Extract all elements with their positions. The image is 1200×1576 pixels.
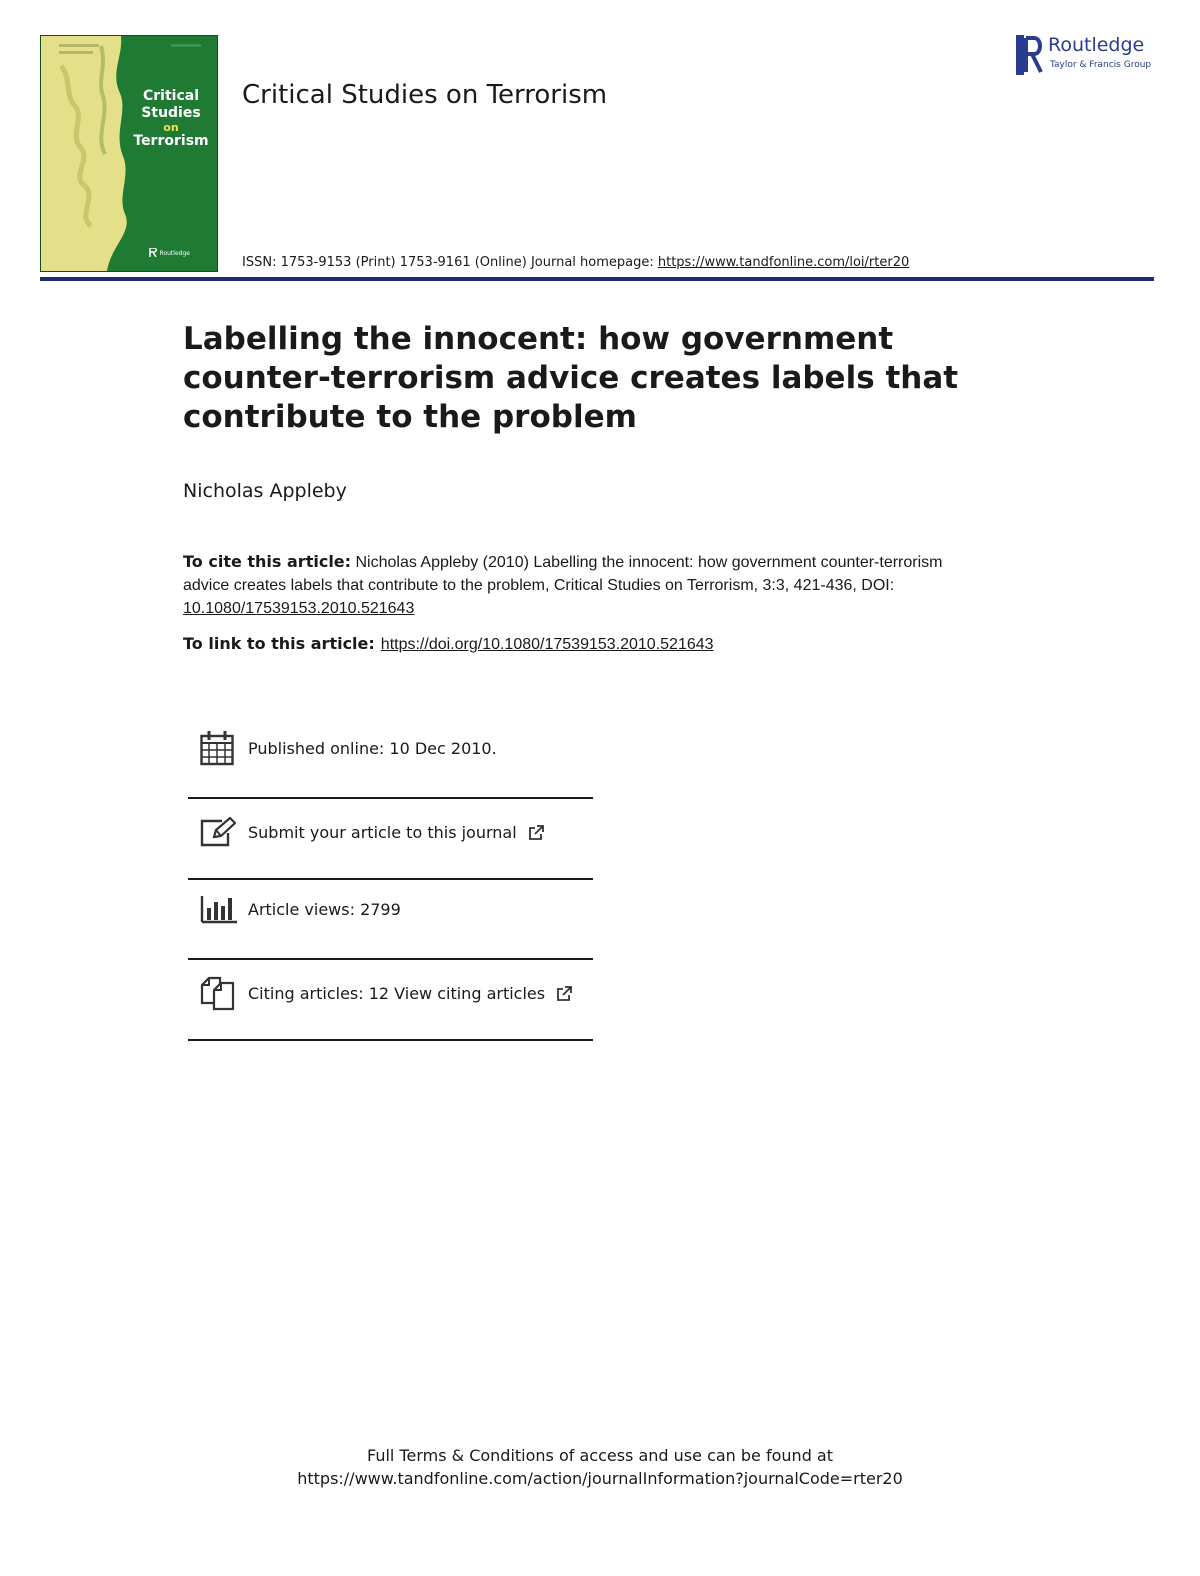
footer-terms	[0, 1444, 1200, 1490]
submit-article-text: Submit your article to this journal	[248, 822, 517, 842]
routledge-logo-icon	[1014, 34, 1044, 76]
calendar-icon	[200, 730, 234, 766]
edit-icon-wrap	[188, 812, 240, 852]
citation-label: To cite this article:	[183, 552, 352, 571]
publisher-group: Taylor & Francis Group	[1050, 60, 1152, 70]
journal-homepage-link[interactable]: https://www.tandfonline.com/loi/rter20	[657, 255, 910, 270]
publisher-name: Routledge	[1048, 34, 1145, 56]
citing-articles-link[interactable]	[248, 984, 572, 1003]
link-label: To link to this article:	[183, 634, 375, 653]
info-divider	[188, 878, 593, 880]
doi-link[interactable]: 10.1080/17539153.2010.521643	[183, 600, 415, 617]
published-online-row	[188, 728, 593, 768]
citing-articles-text: Citing articles: 12 View citing articles	[248, 983, 546, 1003]
cover-publisher-text: Routledge	[159, 250, 190, 257]
calendar-icon-wrap	[188, 728, 240, 768]
header-divider	[40, 277, 1154, 281]
documents-icon	[200, 975, 236, 1011]
cover-publisher-mark	[149, 248, 190, 257]
footer-terms-url[interactable]: https://www.tandfonline.com/action/journalInformation?journalCode=rter20	[297, 1469, 903, 1488]
publisher-logo[interactable]	[1014, 34, 1159, 76]
citation-text: Nicholas Appleby (2010) Labelling the innocent: how government counter-terrorism advice creates labels that contribute to the problem, Critical Studies on Terrorism, 3:3, 421-436, DOI:	[183, 554, 943, 594]
info-divider	[188, 797, 593, 799]
issn-line	[242, 255, 909, 270]
submit-article-link[interactable]	[248, 823, 544, 842]
issn-text: ISSN: 1753-9153 (Print) 1753-9161 (Online) Journal homepage:	[242, 255, 658, 270]
info-divider	[188, 1039, 593, 1041]
info-divider	[188, 958, 593, 960]
article-url-link[interactable]: https://doi.org/10.1080/17539153.2010.521643	[380, 636, 714, 653]
article-views-row	[188, 889, 593, 929]
article-author: Nicholas Appleby	[183, 480, 347, 502]
citing-articles-row[interactable]	[188, 973, 593, 1013]
article-title: Labelling the innocent: how government counter-terrorism advice creates labels that contribute to the problem	[183, 321, 959, 435]
cover-title-line: Studies	[141, 105, 201, 121]
article-views-text: Article views: 2799	[248, 899, 401, 919]
cover-art-icon	[41, 36, 217, 271]
footer-terms-text: Full Terms & Conditions of access and use can be found at	[366, 1446, 834, 1465]
cover-title	[127, 88, 215, 150]
journal-cover-image	[40, 35, 218, 272]
routledge-r-icon	[149, 248, 157, 257]
edit-icon	[200, 817, 236, 847]
article-link-line	[183, 634, 714, 654]
cover-title-line: Critical	[142, 88, 199, 104]
cover-title-line: Terrorism	[133, 133, 209, 149]
cover-title-line: on	[163, 121, 179, 134]
external-link-icon	[528, 825, 544, 841]
bar-chart-icon-wrap	[188, 889, 240, 929]
citation-block	[183, 550, 993, 620]
bar-chart-icon	[200, 894, 238, 924]
submit-article-row[interactable]	[188, 812, 593, 852]
published-online-text: Published online: 10 Dec 2010.	[248, 738, 497, 758]
external-link-icon	[556, 986, 572, 1002]
documents-icon-wrap	[188, 973, 240, 1013]
journal-title: Critical Studies on Terrorism	[242, 80, 608, 110]
